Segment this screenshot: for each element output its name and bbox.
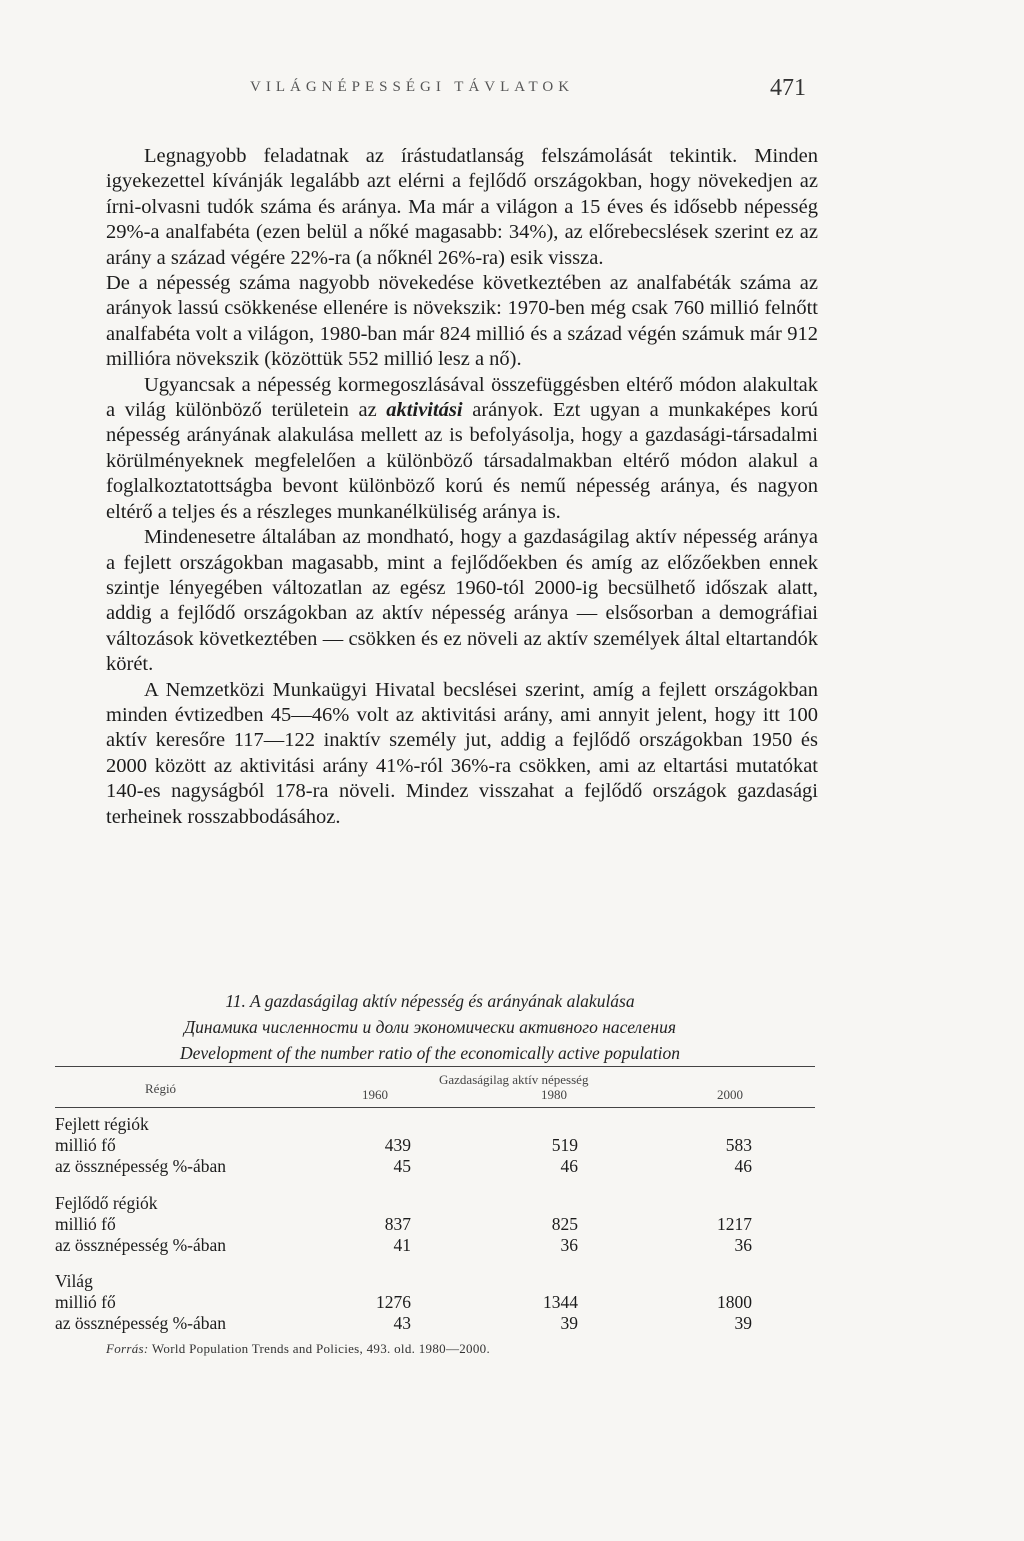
table-row	[55, 1193, 815, 1215]
table-row	[55, 1235, 815, 1257]
cell-value: 583	[725, 1135, 752, 1155]
cell-value: 1344	[543, 1292, 578, 1312]
cell-value: 39	[560, 1313, 578, 1333]
cell-value: 41	[393, 1235, 411, 1255]
table-row	[55, 1135, 815, 1157]
cell-value: 825	[551, 1214, 578, 1234]
cell-value: 519	[551, 1135, 578, 1155]
table-top-rule	[55, 1066, 815, 1067]
table-row	[55, 1271, 815, 1293]
table-caption-hungarian: 11. A gazdaságilag aktív népesség és arányának alakulása	[225, 991, 635, 1011]
table-row	[55, 1292, 815, 1314]
paragraph-active-population: Mindenesetre általában az mondható, hogy a gazdaságilag aktív népesség aránya a fejlett országokban magasabb, mint a fejlődőekben és amíg az előzőekben ennek szintje lényegében változatlan az egész 1960-tól 2000-ig becsülhető időszak alatt, addig a fejlődő országokban az aktív népesség aránya — elsősorban a demográfiai változások következtében — csökken és ez növeli az aktív személyek által eltartandók körét.	[106, 526, 818, 676]
cell-value: 439	[384, 1135, 411, 1155]
page-number: 471	[770, 75, 806, 101]
paragraph-activity-rates-start: Ugyancsak a népesség kormegoszlásával összefüggésben eltérő módon alakultak a világ különböző területein az	[106, 373, 818, 422]
table-row	[55, 1313, 815, 1335]
table-header-rule	[55, 1107, 815, 1108]
table-caption-russian: Динамика численности и доли экономически активного населения	[184, 1017, 676, 1037]
cell-value: 46	[560, 1156, 578, 1176]
paragraph-activity-rates	[106, 373, 818, 525]
row-label: Fejlődő régiók	[55, 1193, 158, 1213]
paragraph-ilo-estimates: A Nemzetközi Munkaügyi Hivatal becslései szerint, amíg a fejlett országokban minden évtizedben 45—46% volt az aktivitási arány, ami annyit jelent, hogy itt 100 aktív keresőre 117—122 inaktív személy jut, addig a fejlődő országokban 1950 és 2000 között az aktivitási arány 41%-ról 36%-ra csökken, ami az eltartási mutatókat 140-es nagyságból 178-ra növeli. Mindez visszahat a fejlődő országok gazdasági terheinek rosszabbodásához.	[106, 678, 818, 828]
cell-value: 43	[393, 1313, 411, 1333]
table-caption	[30, 988, 830, 1066]
cell-value: 46	[734, 1156, 752, 1176]
cell-value: 837	[384, 1214, 411, 1234]
paragraph-literacy: Legnagyobb feladatnak az írástudatlanság felszámolását tekintik. Minden igyekezettel kívánják legalább azt elérni a fejlődő országokban, hogy növekedjen az írni-olvasni tudók száma és aránya. Ma már a világon a 15 éves és idősebb népesség 29%-a analfabéta (ezen belül a nőké magasabb: 34%), az előrebecslések szerint ez az arány a század végére 22%-ra (a nőknél 26%-ra) esik vissza.	[106, 145, 818, 269]
table-header-year: 1960	[362, 1087, 388, 1102]
source-text: World Population Trends and Policies, 493. old. 1980—2000.	[151, 1341, 490, 1356]
paragraph-illiterate-count: De a népesség száma nagyobb növekedése következtében az analfabéták száma az arányok lassú csökkenése ellenére is növekszik: 1970-ben még csak 760 millió felnőtt analfabéta volt a világon, 1980-ban már 824 millió és a század végén számuk már 912 millióra növekszik (közöttük 552 millió lesz a nő).	[106, 272, 818, 371]
row-label: Fejlett régiók	[55, 1114, 149, 1134]
table-row	[55, 1156, 815, 1178]
source-label: Forrás:	[106, 1341, 149, 1356]
body-text	[106, 144, 818, 830]
table-source	[106, 1341, 826, 1357]
table-header-active-population: Gazdaságilag aktív népesség	[439, 1072, 589, 1087]
table-header-year: 1980	[541, 1087, 567, 1102]
cell-value: 36	[734, 1235, 752, 1255]
table-row	[55, 1214, 815, 1236]
cell-value: 1800	[717, 1292, 752, 1312]
table-caption-english: Development of the number ratio of the economically active population	[179, 1043, 681, 1063]
running-title: VILÁGNÉPESSÉGI TÁVLATOK	[250, 79, 575, 95]
table-header-year: 2000	[717, 1087, 743, 1102]
table-row	[55, 1114, 815, 1136]
row-label: millió fő	[55, 1214, 116, 1234]
emphasis-aktivitasi: aktivitási	[386, 399, 463, 422]
row-label: Világ	[55, 1271, 93, 1291]
table-header-region: Régió	[145, 1081, 177, 1096]
cell-value: 39	[734, 1313, 752, 1333]
running-head	[0, 75, 1024, 109]
cell-value: 1217	[717, 1214, 752, 1234]
cell-value: 45	[393, 1156, 411, 1176]
paragraph-activity-rates-end: arányok. Ezt ugyan a munkaképes korú népesség arányának alakulása mellett az is befolyásolja, hogy a gazdasági-társadalmi körülményeknek megfelelően a különböző társadalmakban eltérő módon alakul a foglalkoztatottságba bevont különböző korú és nemű népesség aránya, és nagyon eltérő a teljes és a részleges munkanélküliség aránya is.	[106, 399, 818, 523]
row-label: az össznépesség %-ában	[55, 1156, 227, 1176]
row-label: az össznépesség %-ában	[55, 1313, 227, 1333]
cell-value: 36	[560, 1235, 578, 1255]
row-label: millió fő	[55, 1292, 116, 1312]
cell-value: 1276	[376, 1292, 411, 1312]
row-label: millió fő	[55, 1135, 116, 1155]
row-label: az össznépesség %-ában	[55, 1235, 227, 1255]
